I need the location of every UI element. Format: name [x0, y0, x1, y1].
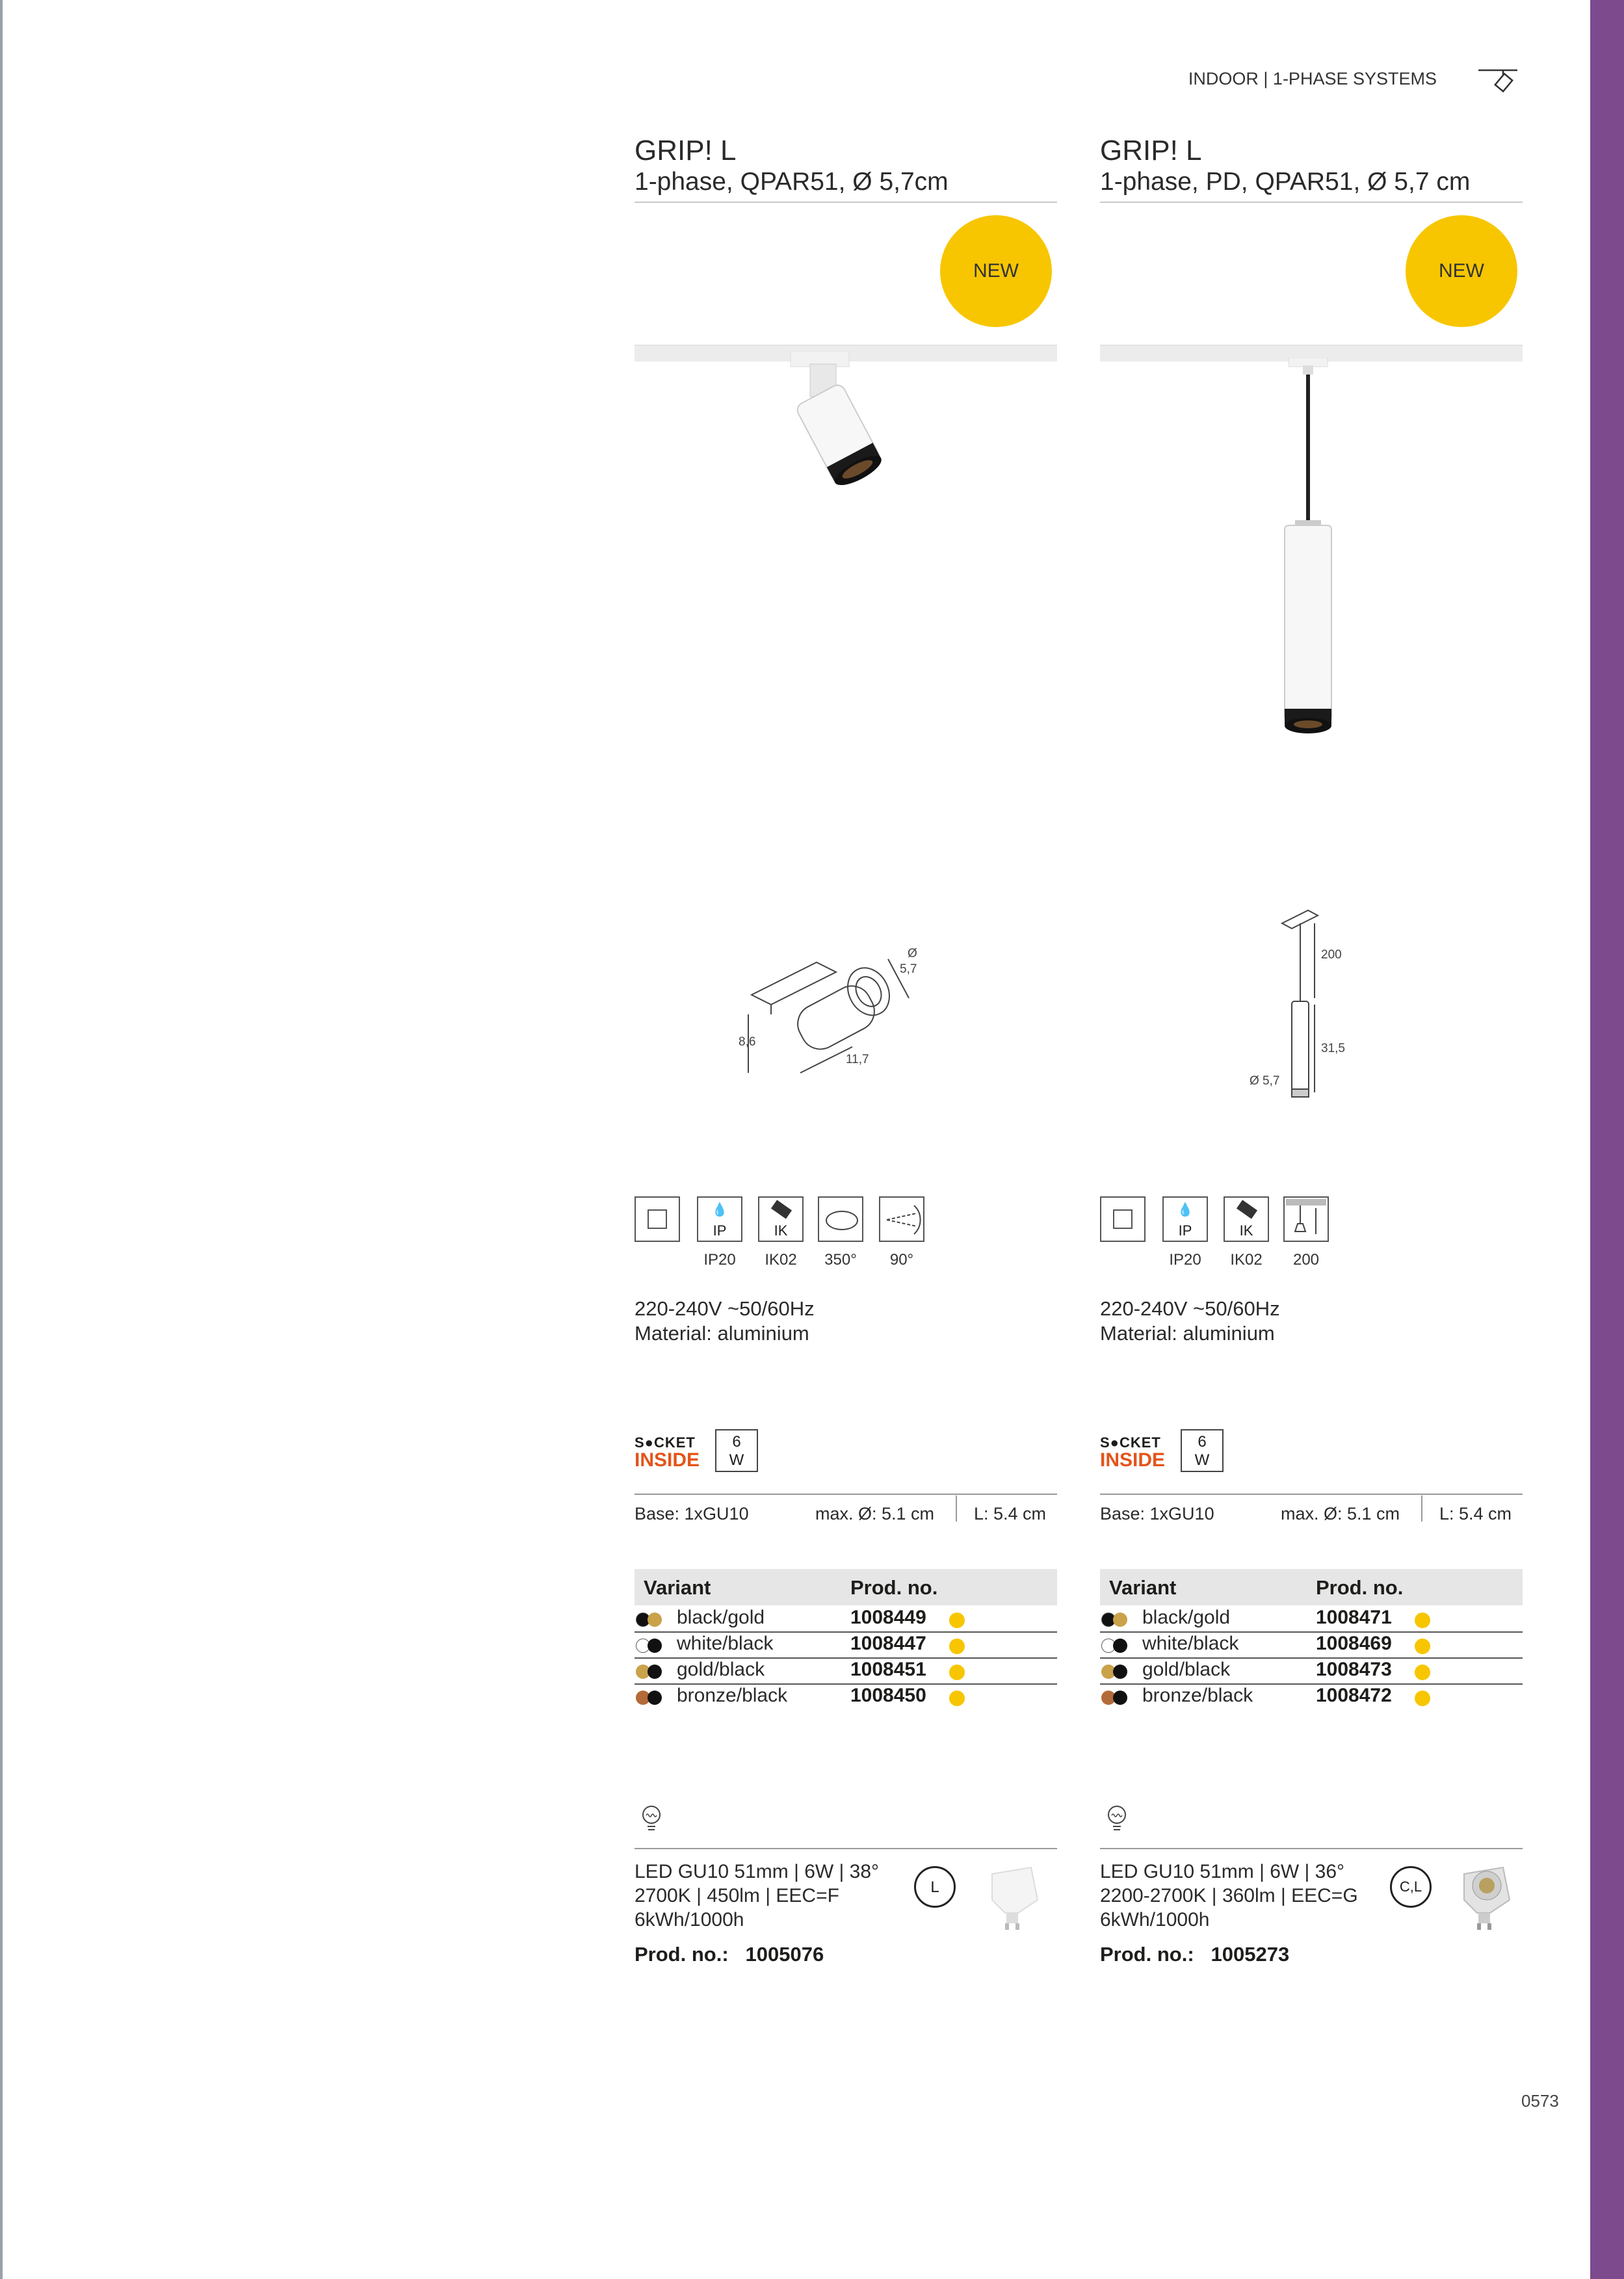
variant-name: black/gold — [1142, 1607, 1231, 1628]
ik-label: IK02 — [1230, 1251, 1263, 1269]
variant-name: bronze/black — [1142, 1685, 1253, 1706]
wattage-box: 6 W — [715, 1429, 758, 1472]
variant-name: white/black — [1142, 1633, 1239, 1654]
lamp-spec-line1: LED GU10 51mm | 6W | 36° — [1100, 1861, 1345, 1882]
voltage-spec: 220-240V ~50/60Hz — [1100, 1297, 1280, 1320]
base-rule — [635, 1494, 1057, 1495]
table-row — [1100, 1631, 1523, 1659]
variant-prod-no: 1008447 — [850, 1633, 926, 1654]
variant-name: gold/black — [1142, 1659, 1231, 1680]
led-bulb-icon — [1107, 1805, 1127, 1834]
dimension-drawing — [739, 936, 934, 1086]
lamp-spec-line1: LED GU10 51mm | 6W | 38° — [635, 1861, 880, 1882]
tilt-icon — [879, 1196, 924, 1242]
class-ii-icon — [1100, 1196, 1146, 1242]
material-spec: Material: aluminium — [635, 1322, 809, 1345]
variant-name: bronze/black — [677, 1685, 788, 1706]
variant-header: Variant — [644, 1576, 711, 1599]
dimension-drawing — [1250, 904, 1367, 1112]
ik-rating-icon: IK — [1224, 1196, 1269, 1242]
new-indicator-dot — [1415, 1613, 1430, 1628]
product-title: GRIP! L — [1100, 135, 1202, 166]
product-column-2 — [1100, 0, 1523, 2279]
base-separator — [1421, 1495, 1422, 1522]
prod-no-header: Prod. no. — [1316, 1576, 1404, 1599]
dimmable-icon: C,L — [1390, 1866, 1432, 1908]
ip-label: IP20 — [1169, 1251, 1201, 1269]
lamp-spec-line2: 2200-2700K | 360lm | EEC=G — [1100, 1885, 1358, 1906]
title-rule — [635, 202, 1057, 203]
product-column-1 — [635, 0, 1057, 2279]
table-row — [635, 1657, 1057, 1685]
chapter-sidebar — [1590, 0, 1624, 2279]
lamp-rule — [1100, 1848, 1523, 1849]
product-subtitle: 1-phase, PD, QPAR51, Ø 5,7 cm — [1100, 168, 1471, 196]
new-indicator-dot — [1415, 1665, 1430, 1680]
material-spec: Material: aluminium — [1100, 1322, 1275, 1345]
title-rule — [1100, 202, 1523, 203]
max-diameter: max. Ø: 5.1 cm — [1281, 1504, 1400, 1523]
section-header: INDOOR | 1-PHASE SYSTEMS — [1188, 69, 1437, 88]
lamp-prod-no: Prod. no.: 1005076 — [635, 1943, 824, 1966]
color-swatch-2 — [648, 1691, 662, 1705]
lamp-prod-no: Prod. no.: 1005273 — [1100, 1943, 1290, 1966]
color-swatch-2 — [1113, 1613, 1127, 1627]
page-number: 0573 — [1521, 2091, 1559, 2111]
new-badge: NEW — [940, 215, 1052, 327]
rotation-label: 350° — [824, 1251, 857, 1269]
color-swatch-2 — [648, 1639, 662, 1653]
dimension-length: 31,5 — [1321, 1042, 1345, 1055]
base-rule — [1100, 1494, 1523, 1495]
lamp-spec-line3: 6kWh/1000h — [1100, 1909, 1210, 1930]
color-swatch-2 — [648, 1665, 662, 1679]
gu10-lamp-image — [1451, 1861, 1516, 1932]
ip-rating-icon: 💧 IP — [697, 1196, 742, 1242]
table-row — [1100, 1683, 1523, 1709]
dimension-diameter: 5,7 — [900, 962, 917, 976]
table-row — [1100, 1657, 1523, 1685]
variant-prod-no: 1008471 — [1316, 1607, 1392, 1628]
variant-prod-no: 1008450 — [850, 1685, 926, 1706]
ik-rating-icon: IK — [758, 1196, 804, 1242]
wattage-box: 6 W — [1181, 1429, 1224, 1472]
base-type: Base: 1xGU10 — [1100, 1504, 1214, 1523]
dimension-length: 11,7 — [846, 1053, 869, 1066]
new-indicator-dot — [949, 1665, 965, 1680]
color-swatch-2 — [1113, 1639, 1127, 1653]
pendant-length-label: 200 — [1292, 1251, 1320, 1269]
variant-prod-no: 1008449 — [850, 1607, 926, 1628]
variant-prod-no: 1008469 — [1316, 1633, 1392, 1654]
rotation-icon — [818, 1196, 863, 1242]
lamp-rule — [635, 1848, 1057, 1849]
table-row — [1100, 1605, 1523, 1633]
lamp-spec-line2: 2700K | 450lm | EEC=F — [635, 1885, 839, 1906]
voltage-spec: 220-240V ~50/60Hz — [635, 1297, 815, 1320]
socket-inside-logo: S●CKET INSIDE — [635, 1434, 700, 1471]
variant-name: black/gold — [677, 1607, 765, 1628]
lamp-spec-line3: 6kWh/1000h — [635, 1909, 744, 1930]
variant-header: Variant — [1109, 1576, 1177, 1599]
color-swatch-2 — [648, 1613, 662, 1627]
table-row — [635, 1683, 1057, 1709]
new-indicator-dot — [949, 1613, 965, 1628]
ip-label: IP20 — [703, 1251, 736, 1269]
new-badge: NEW — [1406, 215, 1517, 327]
lamp-length: L: 5.4 cm — [974, 1504, 1047, 1523]
new-indicator-dot — [949, 1691, 965, 1706]
variant-name: gold/black — [677, 1659, 765, 1680]
new-indicator-dot — [949, 1639, 965, 1654]
pendant-image — [1276, 358, 1354, 761]
variant-prod-no: 1008472 — [1316, 1685, 1392, 1706]
new-indicator-dot — [1415, 1691, 1430, 1706]
table-row — [635, 1605, 1057, 1633]
socket-inside-logo: S●CKET INSIDE — [1100, 1434, 1166, 1471]
pendant-length-icon — [1283, 1196, 1329, 1242]
class-ii-icon — [635, 1196, 680, 1242]
table-row — [635, 1631, 1057, 1659]
product-title: GRIP! L — [635, 135, 737, 166]
page-left-edge — [0, 0, 3, 2279]
dimension-diameter: Ø 5,7 — [1250, 1074, 1280, 1088]
base-type: Base: 1xGU10 — [635, 1504, 749, 1523]
max-diameter: max. Ø: 5.1 cm — [815, 1504, 935, 1523]
variant-prod-no: 1008451 — [850, 1659, 926, 1680]
spotlight-image — [778, 351, 934, 507]
tilt-label: 90° — [889, 1251, 914, 1269]
color-swatch-2 — [1113, 1665, 1127, 1679]
product-subtitle: 1-phase, QPAR51, Ø 5,7cm — [635, 168, 949, 196]
ip-rating-icon: 💧 IP — [1162, 1196, 1208, 1242]
variant-prod-no: 1008473 — [1316, 1659, 1392, 1680]
prod-no-header: Prod. no. — [850, 1576, 938, 1599]
ik-label: IK02 — [765, 1251, 797, 1269]
dimension-diameter-symbol: Ø — [908, 947, 917, 960]
lamp-length: L: 5.4 cm — [1439, 1504, 1512, 1523]
dimension-cable: 200 — [1321, 948, 1342, 962]
gu10-lamp-image — [979, 1861, 1044, 1932]
color-swatch-2 — [1113, 1691, 1127, 1705]
new-indicator-dot — [1415, 1639, 1430, 1654]
dimmable-icon: L — [914, 1866, 956, 1908]
led-bulb-icon — [641, 1805, 662, 1834]
base-separator — [956, 1495, 957, 1522]
dimension-height: 8,6 — [739, 1035, 756, 1049]
variant-name: white/black — [677, 1633, 774, 1654]
